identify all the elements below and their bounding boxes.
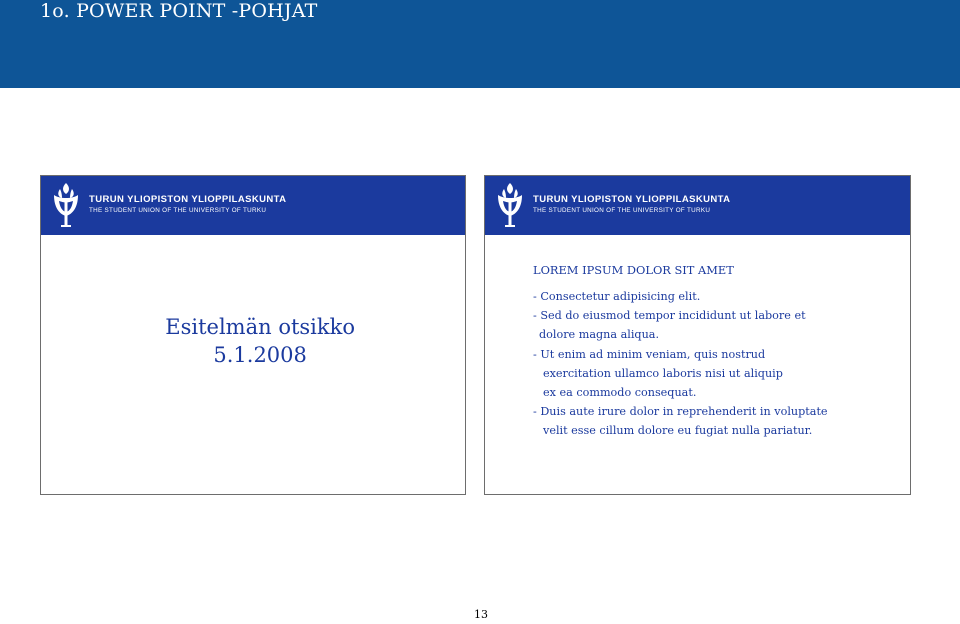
bullet-line: - Duis aute irure dolor in reprehenderit in voluptate (533, 405, 828, 419)
organization-subtitle: THE STUDENT UNION OF THE UNIVERSITY OF TURKU (533, 207, 711, 214)
presentation-title: Esitelmän otsikko (165, 315, 355, 339)
page-title: 1o. POWER POINT -POHJAT (40, 0, 318, 22)
organization-subtitle: THE STUDENT UNION OF THE UNIVERSITY OF TURKU (89, 207, 267, 214)
slide-title-block (165, 313, 355, 369)
bullet-continuation-line: ex ea commodo consequat. (543, 386, 697, 400)
bullet-line: - Consectetur adipisicing elit. (533, 290, 701, 303)
organization-name-line: TURUN YLIOPISTON YLIOPPILASKUNTA (89, 194, 287, 205)
bullet-continuation-line: dolore magna aliqua. (539, 328, 660, 342)
bullet-continuation-line: exercitation ullamco laboris nisi ut aliquip (543, 366, 783, 380)
bullet-continuation-line: velit esse cillum dolore eu fugiat nulla pariatur. (543, 424, 813, 438)
bullet-line: - Ut enim ad minim veniam, quis nostrud (533, 347, 766, 361)
header-band (0, 0, 960, 88)
title-slide-thumbnail (40, 175, 466, 495)
slide-header (485, 176, 910, 235)
torch-crest-icon (495, 181, 525, 229)
organization-name-line: TURUN YLIOPISTON YLIOPPILASKUNTA (533, 194, 731, 205)
organization-name (89, 194, 286, 215)
slide-content (533, 262, 893, 441)
content-heading: LOREM IPSUM DOLOR SIT AMET (533, 263, 734, 277)
page-number: 13 (474, 608, 488, 621)
presentation-date: 5.1.2008 (213, 343, 307, 367)
bullet-line: - Sed do eiusmod tempor incididunt ut labore et (533, 309, 806, 323)
slide-header (41, 176, 465, 235)
organization-name (533, 194, 730, 215)
torch-crest-icon (51, 181, 81, 229)
content-slide-thumbnail (484, 175, 911, 495)
